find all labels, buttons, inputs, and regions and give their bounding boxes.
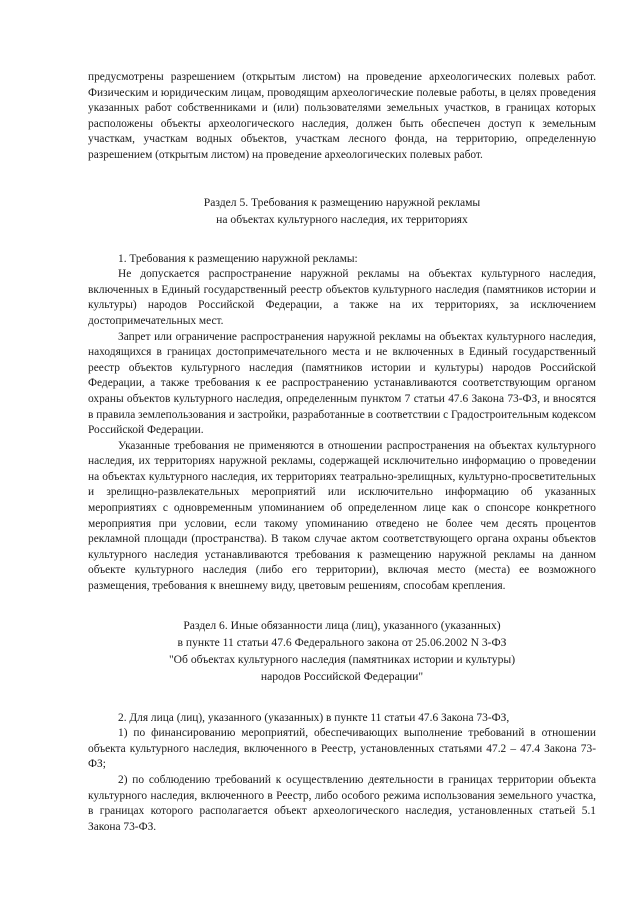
section-6-title-line-3: "Об объектах культурного наследия (памятниках истории и культуры) [168, 652, 516, 666]
item-2-subitem-2: 2) по соблюдению требований к осуществлению деятельности в границах территории объекта культурного наследия, включенного в Реестр, либо особого режима использования земельного участка, в границах которого располагается объект археологического наследия, установленных статьей 5.1 Закона 73-ФЗ. [88, 774, 596, 833]
section-5-paragraph-1: Не допускается распространение наружной рекламы на объектах культурного наследия, включенных в Единый государственный реестр объектов культурного наследия (памятников истории и культуры) народов Российской Федерации, а также на их территориях, за исключением достопримечательных мест. [88, 268, 596, 327]
section-6-title-line-2: в пункте 11 статьи 47.6 Федерального закона от 25.06.2002 N 3-ФЗ [177, 635, 507, 649]
intro-paragraph: предусмотрены разрешением (открытым листом) на проведение археологических полевых работ. Физическим и юридическим лицам, проводящим археологические полевые работы, в целях проведения указанных работ собственниками и (или) пользователями земельных участков, в границах которых расположены объекты археологического наследия, должен быть обеспечен доступ к земельным участкам, участкам водных объектов, участкам лесного фонда, на территорию, определенную разрешением (открытым листом) на проведение археологических полевых работ. [88, 71, 596, 161]
section-6-title-line-4: народов Российской Федерации" [260, 669, 424, 683]
section-6-title-line-1: Раздел 6. Иные обязанности лица (лиц), указанного (указанных) [183, 618, 501, 632]
section-5-title-line-2: на объектах культурного наследия, их территориях [216, 212, 468, 226]
item-1-title: 1. Требования к размещению наружной рекламы: [118, 252, 358, 265]
section-5-heading [88, 194, 596, 228]
item-2-title: 2. Для лица (лиц), указанного (указанных) в пункте 11 статьи 47.6 Закона 73-ФЗ, [118, 711, 510, 724]
section-5-paragraph-3: Указанные требования не применяются в отношении распространения на объектах культурного наследия, их территориях наружной рекламы, содержащей исключительно информацию о проведении на объектах культурного наследия, их территориях театрально-зрелищных, культурно-просветительных и зрелищно-развлекательных мероприятий или исключительно информацию об указанных мероприятиях с одновременным упоминанием об определенном лице как о спонсоре конкретного мероприятия при условии, если такому упоминанию отведено не более чем десять процентов рекламной площади (пространства). В таком случае актом соответствующего органа охраны объектов культурного наследия устанавливаются требования к размещению наружной рекламы на данном объекте культурного наследия (либо его территории), включая место (места) ее возможного размещения, требования к внешнему виду, цветовым решениям, способам крепления. [88, 439, 596, 593]
section-5-paragraph-2: Запрет или ограничение распространения наружной рекламы на объектах культурного наследия, находящихся в границах достопримечательного места и не включенных в Единый государственный реестр объектов культурного наследия (памятников истории и культуры) народов Российской Федерации, а также требования к ее распространению устанавливаются соответствующим органом охраны объектов культурного наследия, определенным пунктом 7 статьи 47.6 Закона 73-ФЗ, и вносятся в правила землепользования и застройки, разработанные в соответствии с Градостроительным кодексом Российской Федерации. [88, 330, 596, 437]
section-5-title-line-1: Раздел 5. Требования к размещению наружной рекламы [203, 195, 481, 209]
item-2-subitem-1: 1) по финансированию мероприятий, обеспечивающих выполнение требований в отношении объекта культурного наследия, включенного в Реестр, установленных статьями 47.2 – 47.4 Закона 73-ФЗ; [88, 727, 596, 771]
section-6-heading [88, 617, 596, 685]
